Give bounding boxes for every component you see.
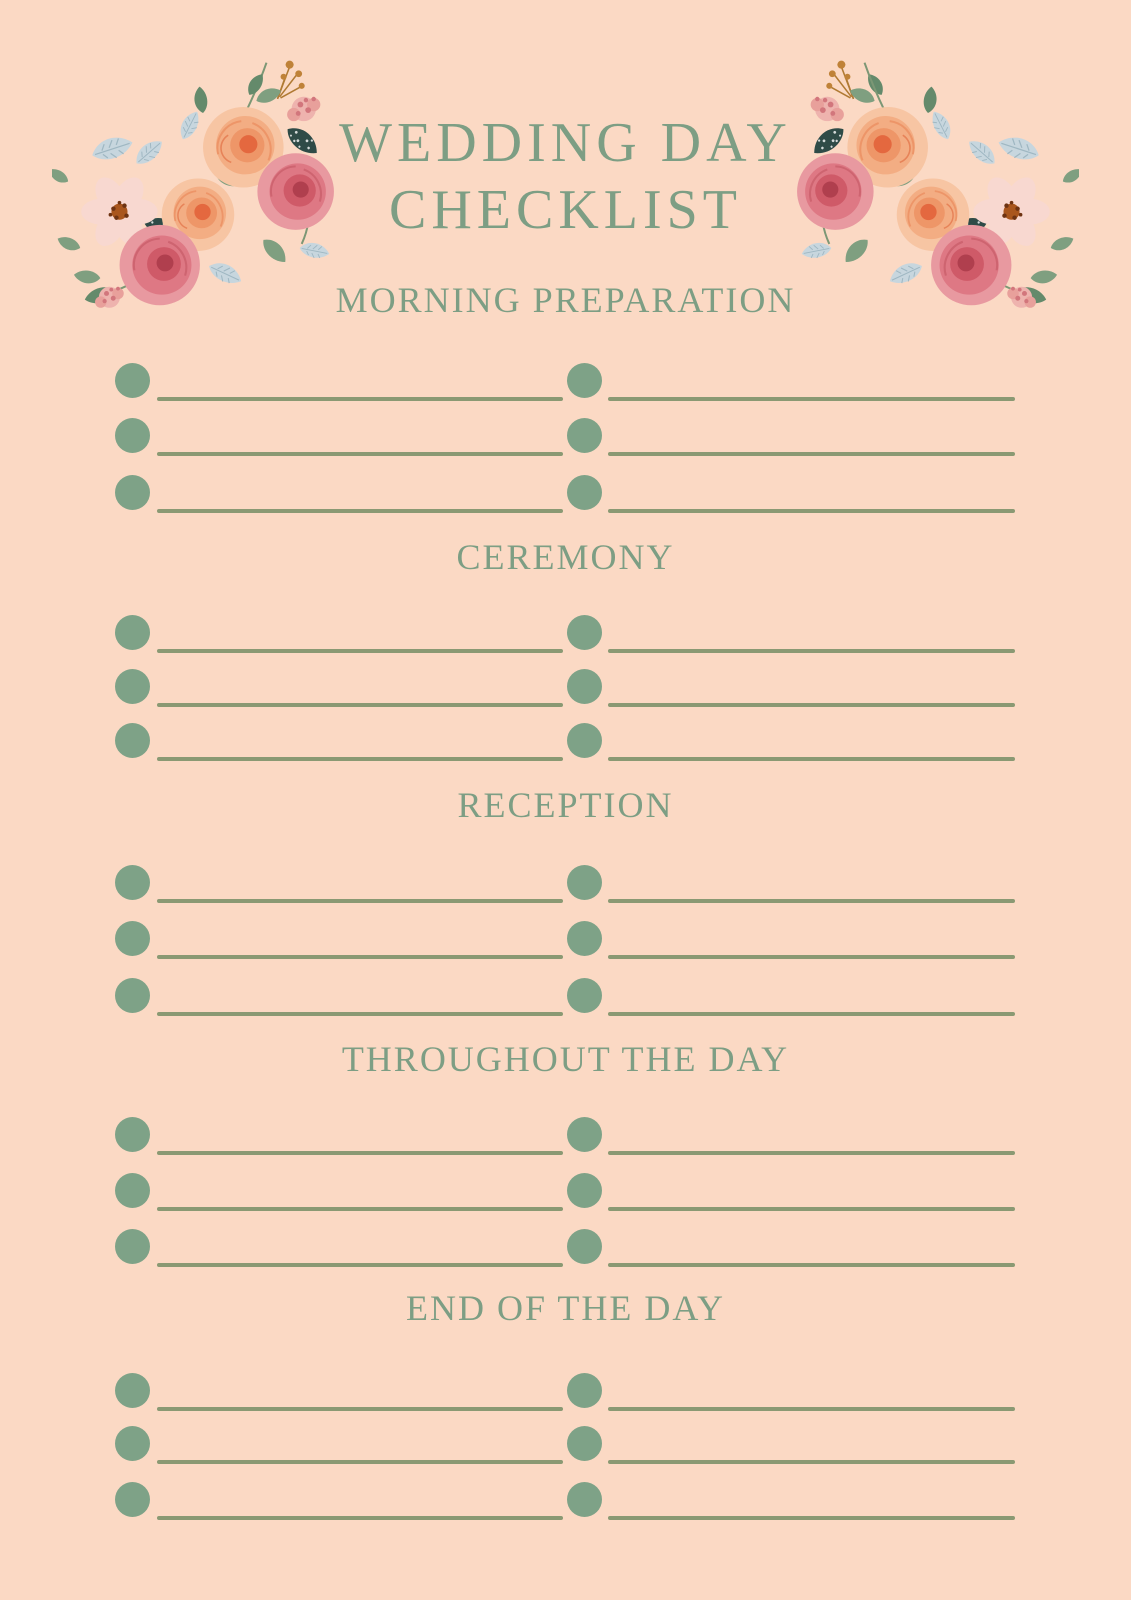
checklist-row bbox=[0, 1229, 1131, 1269]
fill-in-line bbox=[608, 1012, 1015, 1016]
checklist-row bbox=[0, 669, 1131, 709]
bullet-dot-icon bbox=[567, 865, 602, 900]
bullet-dot-icon bbox=[567, 615, 602, 650]
bullet-dot-icon bbox=[567, 1229, 602, 1264]
checklist-row bbox=[0, 978, 1131, 1018]
checklist-row bbox=[0, 363, 1131, 403]
checklist-row bbox=[0, 1426, 1131, 1466]
checklist-row bbox=[0, 921, 1131, 961]
checklist-row bbox=[0, 865, 1131, 905]
bullet-dot-icon bbox=[115, 615, 150, 650]
page-title bbox=[0, 110, 1131, 244]
checklist-row bbox=[0, 475, 1131, 515]
fill-in-line bbox=[608, 1516, 1015, 1520]
bullet-dot-icon bbox=[115, 1426, 150, 1461]
fill-in-line bbox=[157, 509, 563, 513]
fill-in-line bbox=[157, 899, 563, 903]
fill-in-line bbox=[157, 1207, 563, 1211]
checklist-row bbox=[0, 418, 1131, 458]
fill-in-line bbox=[157, 649, 563, 653]
fill-in-line bbox=[608, 1407, 1015, 1411]
bullet-dot-icon bbox=[115, 978, 150, 1013]
bullet-dot-icon bbox=[115, 669, 150, 704]
bullet-dot-icon bbox=[115, 418, 150, 453]
section-heading: END OF THE DAY bbox=[405, 1288, 726, 1328]
fill-in-line bbox=[608, 757, 1015, 761]
bullet-dot-icon bbox=[567, 1373, 602, 1408]
fill-in-line bbox=[157, 1151, 563, 1155]
section-heading: RECEPTION bbox=[457, 785, 674, 825]
bullet-dot-icon bbox=[567, 1117, 602, 1152]
bullet-dot-icon bbox=[115, 1117, 150, 1152]
fill-in-line bbox=[157, 1460, 563, 1464]
fill-in-line bbox=[608, 899, 1015, 903]
fill-in-line bbox=[608, 955, 1015, 959]
bullet-dot-icon bbox=[115, 921, 150, 956]
bullet-dot-icon bbox=[115, 363, 150, 398]
bullet-dot-icon bbox=[567, 1426, 602, 1461]
bullet-dot-icon bbox=[115, 723, 150, 758]
fill-in-line bbox=[157, 397, 563, 401]
fill-in-line bbox=[608, 1460, 1015, 1464]
fill-in-line bbox=[608, 1263, 1015, 1267]
page-title-line2: CHECKLIST bbox=[389, 179, 742, 241]
fill-in-line bbox=[157, 1263, 563, 1267]
fill-in-line bbox=[157, 757, 563, 761]
bullet-dot-icon bbox=[115, 865, 150, 900]
section-heading: MORNING PREPARATION bbox=[335, 280, 796, 320]
checklist-row bbox=[0, 723, 1131, 763]
fill-in-line bbox=[157, 1012, 563, 1016]
bullet-dot-icon bbox=[567, 978, 602, 1013]
checklist-row bbox=[0, 615, 1131, 655]
bullet-dot-icon bbox=[567, 418, 602, 453]
bullet-dot-icon bbox=[567, 1173, 602, 1208]
fill-in-line bbox=[608, 1151, 1015, 1155]
bullet-dot-icon bbox=[567, 723, 602, 758]
page-title-line1: WEDDING DAY bbox=[339, 112, 792, 174]
fill-in-line bbox=[608, 397, 1015, 401]
bullet-dot-icon bbox=[115, 1373, 150, 1408]
bullet-dot-icon bbox=[567, 1482, 602, 1517]
bullet-dot-icon bbox=[567, 363, 602, 398]
fill-in-line bbox=[608, 1207, 1015, 1211]
bullet-dot-icon bbox=[567, 669, 602, 704]
checklist-row bbox=[0, 1173, 1131, 1213]
fill-in-line bbox=[157, 1516, 563, 1520]
bullet-dot-icon bbox=[115, 1173, 150, 1208]
fill-in-line bbox=[608, 452, 1015, 456]
bullet-dot-icon bbox=[567, 921, 602, 956]
checklist-row bbox=[0, 1373, 1131, 1413]
fill-in-line bbox=[157, 1407, 563, 1411]
fill-in-line bbox=[157, 703, 563, 707]
fill-in-line bbox=[157, 955, 563, 959]
section-heading: THROUGHOUT THE DAY bbox=[341, 1039, 790, 1079]
fill-in-line bbox=[157, 452, 563, 456]
fill-in-line bbox=[608, 509, 1015, 513]
fill-in-line bbox=[608, 649, 1015, 653]
section-heading: CEREMONY bbox=[456, 537, 675, 577]
bullet-dot-icon bbox=[115, 475, 150, 510]
checklist-row bbox=[0, 1482, 1131, 1522]
bullet-dot-icon bbox=[115, 1229, 150, 1264]
bullet-dot-icon bbox=[115, 1482, 150, 1517]
fill-in-line bbox=[608, 703, 1015, 707]
checklist-row bbox=[0, 1117, 1131, 1157]
bullet-dot-icon bbox=[567, 475, 602, 510]
